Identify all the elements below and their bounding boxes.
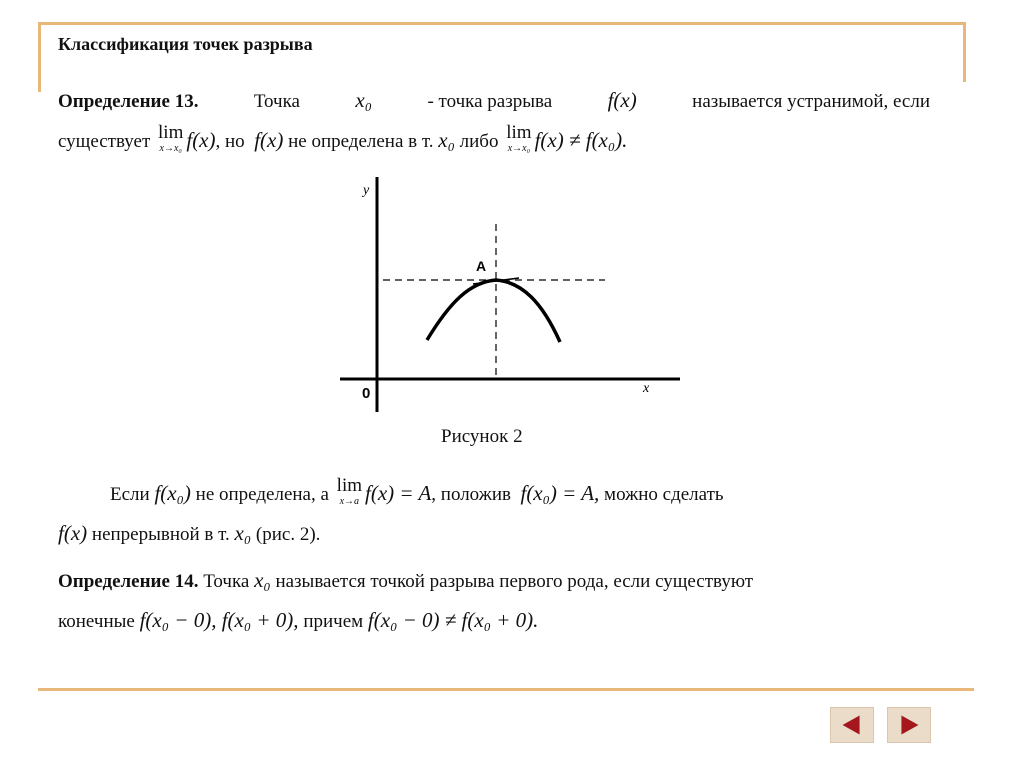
def14-text-4: причем bbox=[303, 611, 364, 632]
p2-assign: f(x₀) = A, bbox=[520, 481, 600, 505]
p2-fx0: f(x₀) bbox=[154, 481, 191, 505]
p2-x0: x₀ bbox=[234, 521, 252, 545]
slide-title: Классификация точек разрыва bbox=[58, 34, 313, 54]
def13-text-2: - точка разрыва bbox=[427, 91, 553, 112]
p2-text-4: можно сделать bbox=[604, 484, 724, 505]
p2-text-1: Если bbox=[110, 484, 150, 505]
def14-neq: f(x₀ − 0) ≠ f(x₀ + 0). bbox=[367, 608, 539, 632]
paragraph-2 bbox=[58, 474, 930, 554]
x0-symbol: x₀ bbox=[355, 88, 373, 112]
def14-text-2: называется точкой разрыва первого рода, если существуют bbox=[275, 571, 754, 592]
p2-text-6: (рис. 2). bbox=[255, 524, 321, 545]
definition-13 bbox=[58, 81, 930, 161]
def13-label: Определение 13. bbox=[58, 91, 199, 112]
x-axis-label: x bbox=[643, 381, 650, 396]
previous-slide-button[interactable] bbox=[830, 707, 874, 743]
lim-subscript-2: x→x₀ bbox=[507, 143, 531, 154]
p2-fx: f(x) bbox=[58, 521, 88, 545]
origin-label: 0 bbox=[362, 385, 371, 402]
next-slide-button[interactable] bbox=[887, 707, 931, 743]
frame-top-line bbox=[38, 22, 966, 25]
p2-text-3: , положив bbox=[431, 484, 511, 505]
lim-fx: f(x) bbox=[186, 128, 216, 152]
def14-label: Определение 14. bbox=[58, 571, 199, 592]
limit-expression bbox=[158, 123, 183, 154]
figure-2-graph bbox=[335, 172, 695, 422]
fx-symbol: f(x) bbox=[607, 88, 637, 112]
def14-x0: x₀ bbox=[254, 568, 271, 592]
limit-expression-2 bbox=[506, 123, 531, 154]
frame-bottom-line bbox=[38, 688, 974, 691]
def14-limits: f(x₀ − 0), f(x₀ + 0), bbox=[139, 608, 299, 632]
frame-right-line bbox=[963, 22, 966, 82]
p2-text-2: не определена, а bbox=[195, 484, 329, 505]
p2-text-5: непрерывной в т. bbox=[91, 524, 230, 545]
x0-symbol-2: x₀ bbox=[438, 128, 455, 152]
point-a-label: A bbox=[476, 258, 487, 274]
p2-lim-eq: f(x) = A bbox=[365, 481, 432, 505]
y-axis-label: y bbox=[363, 183, 370, 198]
p2-limit-expression bbox=[337, 476, 362, 507]
def13-text-1: Точка bbox=[253, 91, 300, 112]
p2-lim-word: lim bbox=[336, 475, 363, 496]
triangle-right-icon bbox=[888, 708, 930, 742]
frame-left-line bbox=[38, 22, 41, 92]
def13-text-5: , но bbox=[215, 131, 245, 152]
fx-symbol-2: f(x) bbox=[254, 128, 284, 152]
function-curve bbox=[427, 280, 560, 342]
figure-caption: Рисунок 2 bbox=[441, 426, 523, 447]
lim-word: lim bbox=[158, 122, 184, 143]
def13-text-3: называется устранимой, если bbox=[692, 91, 930, 112]
def13-text-7: либо bbox=[459, 131, 499, 152]
def13-text-4: существует bbox=[58, 131, 151, 152]
lim-word-2: lim bbox=[506, 122, 532, 143]
triangle-left-icon bbox=[831, 708, 873, 742]
neq-expression: f(x) ≠ f(x₀). bbox=[534, 128, 628, 152]
def14-text-1: Точка bbox=[203, 571, 250, 592]
p2-lim-subscript: x→a bbox=[339, 496, 360, 507]
def13-text-6: не определена в т. bbox=[288, 131, 434, 152]
def14-text-3: конечные bbox=[58, 611, 135, 632]
definition-14 bbox=[58, 561, 930, 641]
lim-subscript: x→x₀ bbox=[159, 143, 182, 154]
